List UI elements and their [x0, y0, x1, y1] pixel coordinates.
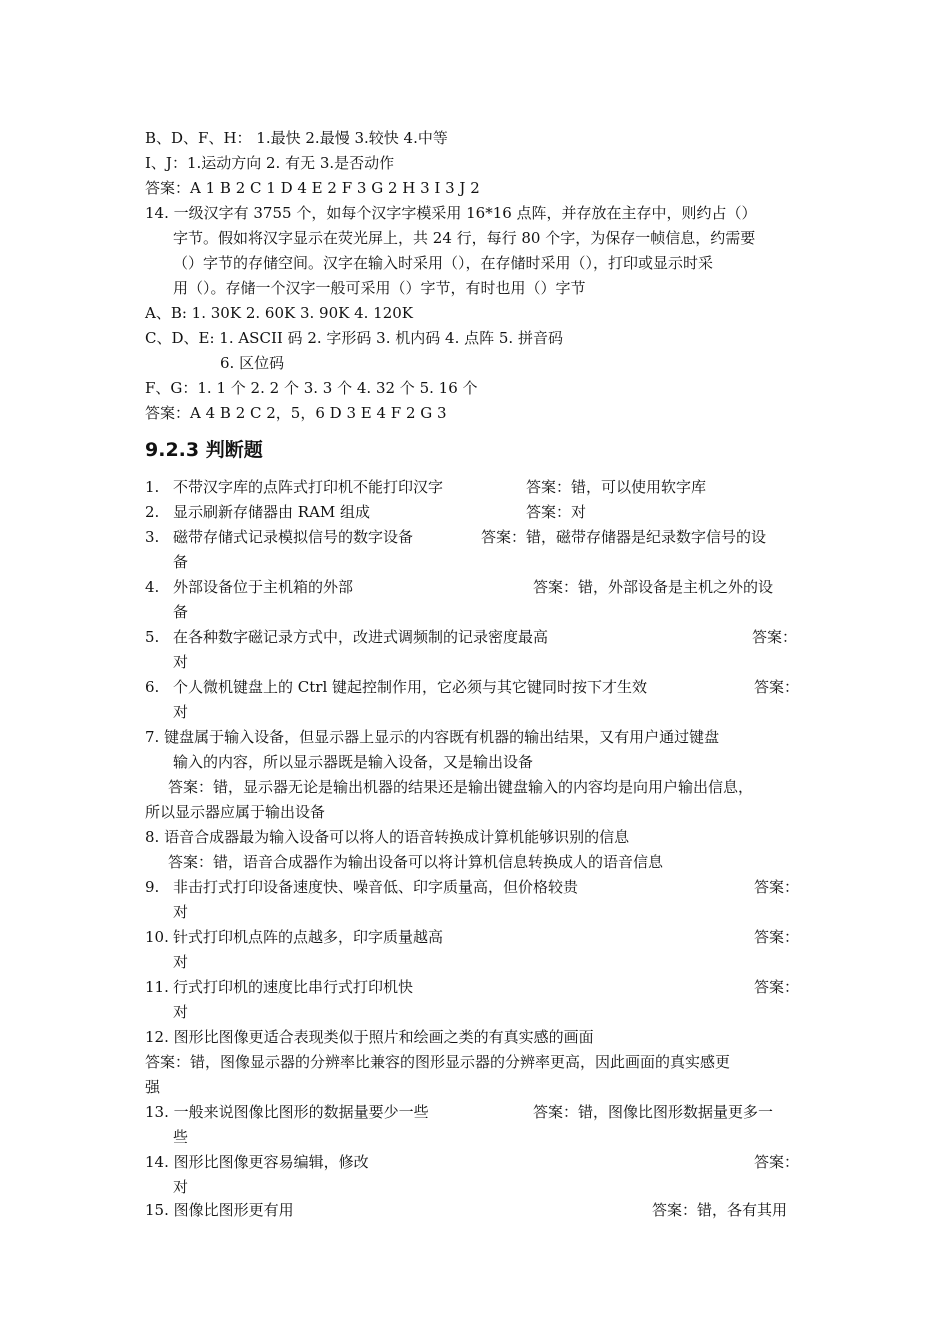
item-6-answer-cont: 对: [173, 703, 189, 721]
item-13-answer-cont: 些: [173, 1128, 189, 1146]
item-10-question: 针式打印机点阵的点越多，印字质量越高: [173, 928, 444, 946]
item-7-question: 7. 键盘属于输入设备，但显示器上显示的内容既有机器的输出结果，又有用户通过键盘: [145, 728, 720, 746]
item-5-question: 在各种数字磁记录方式中，改进式调频制的记录密度最高: [173, 628, 549, 646]
item-9-answer-cont: 对: [173, 903, 189, 921]
item-2-answer: 答案：对: [526, 503, 587, 521]
item-10-answer: 答案：: [754, 928, 800, 946]
item-14-answer: 答案：: [754, 1153, 800, 1171]
item-14-answer-cont: 对: [173, 1178, 189, 1196]
item-3-num: 3.: [145, 528, 160, 546]
q14-line4: 用（）。存储一个汉字一般可采用（）字节，有时也用（）字节: [173, 279, 586, 297]
item-12-answer-cont: 强: [145, 1078, 161, 1096]
item-5-num: 5.: [145, 628, 160, 646]
item-2-question: 显示刷新存储器由 RAM 组成: [173, 503, 371, 521]
item-9-question: 非击打式打印设备速度快、噪音低、印字质量高，但价格较贵: [173, 878, 579, 896]
answer-13: 答案：A 1 B 2 C 1 D 4 E 2 F 3 G 2 H 3 I 3 J 2: [145, 179, 480, 197]
item-1-question: 不带汉字库的点阵式打印机不能打印汉字: [173, 478, 444, 496]
item-3-answer: 答案：错，磁带存储器是纪录数字信号的设: [481, 528, 767, 546]
q14-options-ab: A、B: 1. 30K 2. 60K 3. 90K 4. 120K: [145, 304, 414, 322]
item-15-answer: 答案：错，各有其用: [652, 1201, 788, 1219]
q14-options-cde: C、D、E: 1. ASCII 码 2. 字形码 3. 机内码 4. 点阵 5. 拼音码: [145, 329, 563, 347]
item-13-question: 13. 一般来说图像比图形的数据量要少一些: [145, 1103, 429, 1121]
options-ij: I、J：1.运动方向 2. 有无 3.是否动作: [145, 154, 395, 172]
item-10-answer-cont: 对: [173, 953, 189, 971]
item-4-num: 4.: [145, 578, 160, 596]
item-6-answer: 答案：: [754, 678, 800, 696]
q14-options-fg: F、G：1. 1 个 2. 2 个 3. 3 个 4. 32 个 5. 16 个: [145, 379, 478, 397]
item-11-answer: 答案：: [754, 978, 800, 996]
item-6-question: 个人微机键盘上的 Ctrl 键起控制作用，它必须与其它键同时按下才生效: [173, 678, 648, 696]
item-4-question: 外部设备位于主机箱的外部: [173, 578, 354, 596]
item-7-answer: 答案：错，显示器无论是输出机器的结果还是输出键盘输入的内容均是向用户输出信息，: [168, 778, 754, 796]
item-2-num: 2.: [145, 503, 160, 521]
q14-options-cde-cont: 6. 区位码: [220, 354, 285, 372]
item-11-num: 11.: [145, 978, 169, 996]
item-8-question: 8. 语音合成器最为输入设备可以将人的语音转换成计算机能够识别的信息: [145, 828, 630, 846]
item-10-num: 10.: [145, 928, 169, 946]
item-7-answer-cont: 所以显示器应属于输出设备: [145, 803, 326, 821]
item-9-answer: 答案：: [754, 878, 800, 896]
item-11-question: 行式打印机的速度比串行式打印机快: [173, 978, 414, 996]
item-1-answer: 答案：错，可以使用软字库: [526, 478, 707, 496]
item-3-question: 磁带存储式记录模拟信号的数字设备: [173, 528, 414, 546]
options-bdfh: B、D、F、H： 1.最快 2.最慢 3.较快 4.中等: [145, 129, 448, 147]
item-15-question: 15. 图像比图形更有用: [145, 1201, 294, 1219]
item-9-num: 9.: [145, 878, 160, 896]
section-title: 9.2.3 判断题: [145, 439, 263, 461]
item-8-answer: 答案：错，语音合成器作为输出设备可以将计算机信息转换成人的语音信息: [168, 853, 664, 871]
answer-14: 答案：A 4 B 2 C 2，5，6 D 3 E 4 F 2 G 3: [145, 404, 447, 422]
item-5-answer: 答案：: [752, 628, 798, 646]
item-7-question-cont: 输入的内容，所以显示器既是输入设备，又是输出设备: [173, 753, 534, 771]
item-4-answer-cont: 备: [173, 603, 189, 621]
item-12-question: 12. 图形比图像更适合表现类似于照片和绘画之类的有真实感的画面: [145, 1028, 594, 1046]
q14-line1: 14. 一级汉字有 3755 个，如每个汉字字模采用 16*16 点阵，并存放在主存中，则约占（）: [145, 204, 757, 222]
item-13-answer: 答案：错，图像比图形数据量更多一: [533, 1103, 774, 1121]
item-11-answer-cont: 对: [173, 1003, 189, 1021]
item-3-answer-cont: 备: [173, 553, 189, 571]
item-6-num: 6.: [145, 678, 160, 696]
item-4-answer: 答案：错，外部设备是主机之外的设: [533, 578, 774, 596]
item-5-answer-cont: 对: [173, 653, 189, 671]
item-1-num: 1.: [145, 478, 160, 496]
item-14-question: 14. 图形比图像更容易编辑，修改: [145, 1153, 369, 1171]
q14-line3: （）字节的存储空间。汉字在输入时采用（），在存储时采用（），打印或显示时采: [173, 254, 714, 272]
q14-line2: 字节。假如将汉字显示在荧光屏上，共 24 行，每行 80 个字，为保存一帧信息，约需要: [173, 229, 756, 247]
item-12-answer: 答案：错，图像显示器的分辨率比兼容的图形显示器的分辨率更高，因此画面的真实感更: [145, 1053, 731, 1071]
